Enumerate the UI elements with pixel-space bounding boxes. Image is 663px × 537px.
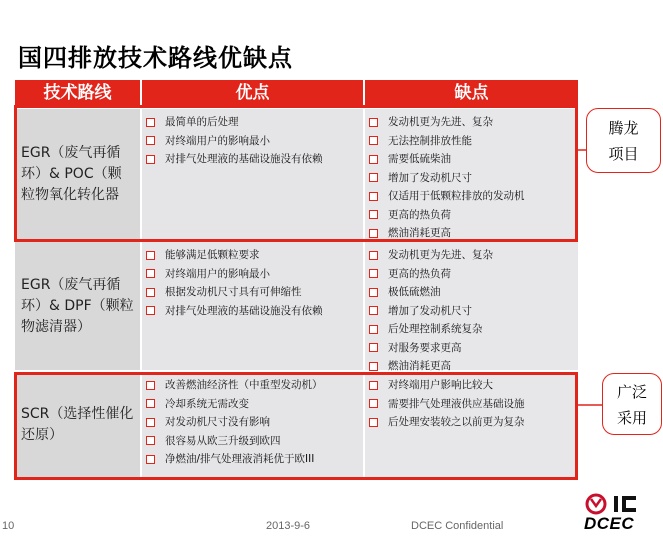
- footer-confidential: DCEC Confidential: [411, 520, 504, 532]
- dcec-logo: [584, 493, 660, 533]
- list-item: 增加了发动机尺寸: [369, 302, 578, 321]
- header-pros: 优点: [142, 80, 363, 107]
- list-item: 净燃油/排气处理液消耗优于欧III: [146, 450, 363, 469]
- list-item: 发动机更为先进、复杂: [369, 246, 578, 265]
- callout-line: 广泛: [616, 383, 647, 401]
- callout-line: 采用: [616, 409, 647, 427]
- list-item: 对服务要求更高: [369, 339, 578, 358]
- list-item: 更高的热负荷: [369, 206, 578, 225]
- list-item: 后处理控制系统复杂: [369, 320, 578, 339]
- list-item: 仅适用于低颗粒排放的发动机: [369, 187, 578, 206]
- callout-line: 腾龙: [608, 119, 639, 137]
- tech-label: SCR（选择性催化还原）: [21, 406, 134, 443]
- list-item: 更高的热负荷: [369, 265, 578, 284]
- page-title: 国四排放技术路线优缺点: [18, 44, 293, 72]
- list-item: 需要低硫柴油: [369, 150, 578, 169]
- list-item: 能够满足低颗粒要求: [146, 246, 363, 265]
- header-cons: 缺点: [365, 80, 578, 107]
- list-item: 冷却系统无需改变: [146, 395, 363, 414]
- list-item: 对排气处理液的基础设施没有依赖: [146, 302, 363, 321]
- list-item: 发动机更为先进、复杂: [369, 113, 578, 132]
- header-tech: 技术路线: [15, 80, 140, 107]
- tech-label: EGR（废气再循环）& DPF（颗粒物滤清器）: [21, 276, 134, 335]
- footer-date: 2013-9-6: [266, 520, 311, 532]
- callout-widely-used: [602, 373, 662, 435]
- page-number: 10: [2, 520, 15, 532]
- list-item: 对终端用户影响比较大: [369, 376, 578, 395]
- list-item: 极低硫燃油: [369, 283, 578, 302]
- list-item: 需要排气处理液供应基础设施: [369, 395, 578, 414]
- list-item: 改善燃油经济性（中重型发动机）: [146, 376, 363, 395]
- list-item: 燃油消耗更高: [369, 224, 578, 243]
- list-item: 对终端用户的影响最小: [146, 265, 363, 284]
- list-item: 对发动机尺寸没有影响: [146, 413, 363, 432]
- callout-line: 项目: [608, 145, 639, 163]
- list-item: 很容易从欧三升级到欧四: [146, 432, 363, 451]
- list-item: 无法控制排放性能: [369, 132, 578, 151]
- list-item: 后处理安装较之以前更为复杂: [369, 413, 578, 432]
- list-item: 燃油消耗更高: [369, 357, 578, 376]
- list-item: 根据发动机尺寸具有可伸缩性: [146, 283, 363, 302]
- list-item: 最简单的后处理: [146, 113, 363, 132]
- list-item: 对终端用户的影响最小: [146, 132, 363, 151]
- callout-tenglong: [586, 108, 661, 173]
- list-item: 增加了发动机尺寸: [369, 169, 578, 188]
- tech-label: EGR（废气再循环）& POC（颗粒物氧化转化器: [21, 145, 122, 203]
- list-item: 对排气处理液的基础设施没有依赖: [146, 150, 363, 169]
- logo-text: DCEC: [584, 514, 635, 533]
- dongfeng-cummins-logo-icon: [584, 493, 660, 515]
